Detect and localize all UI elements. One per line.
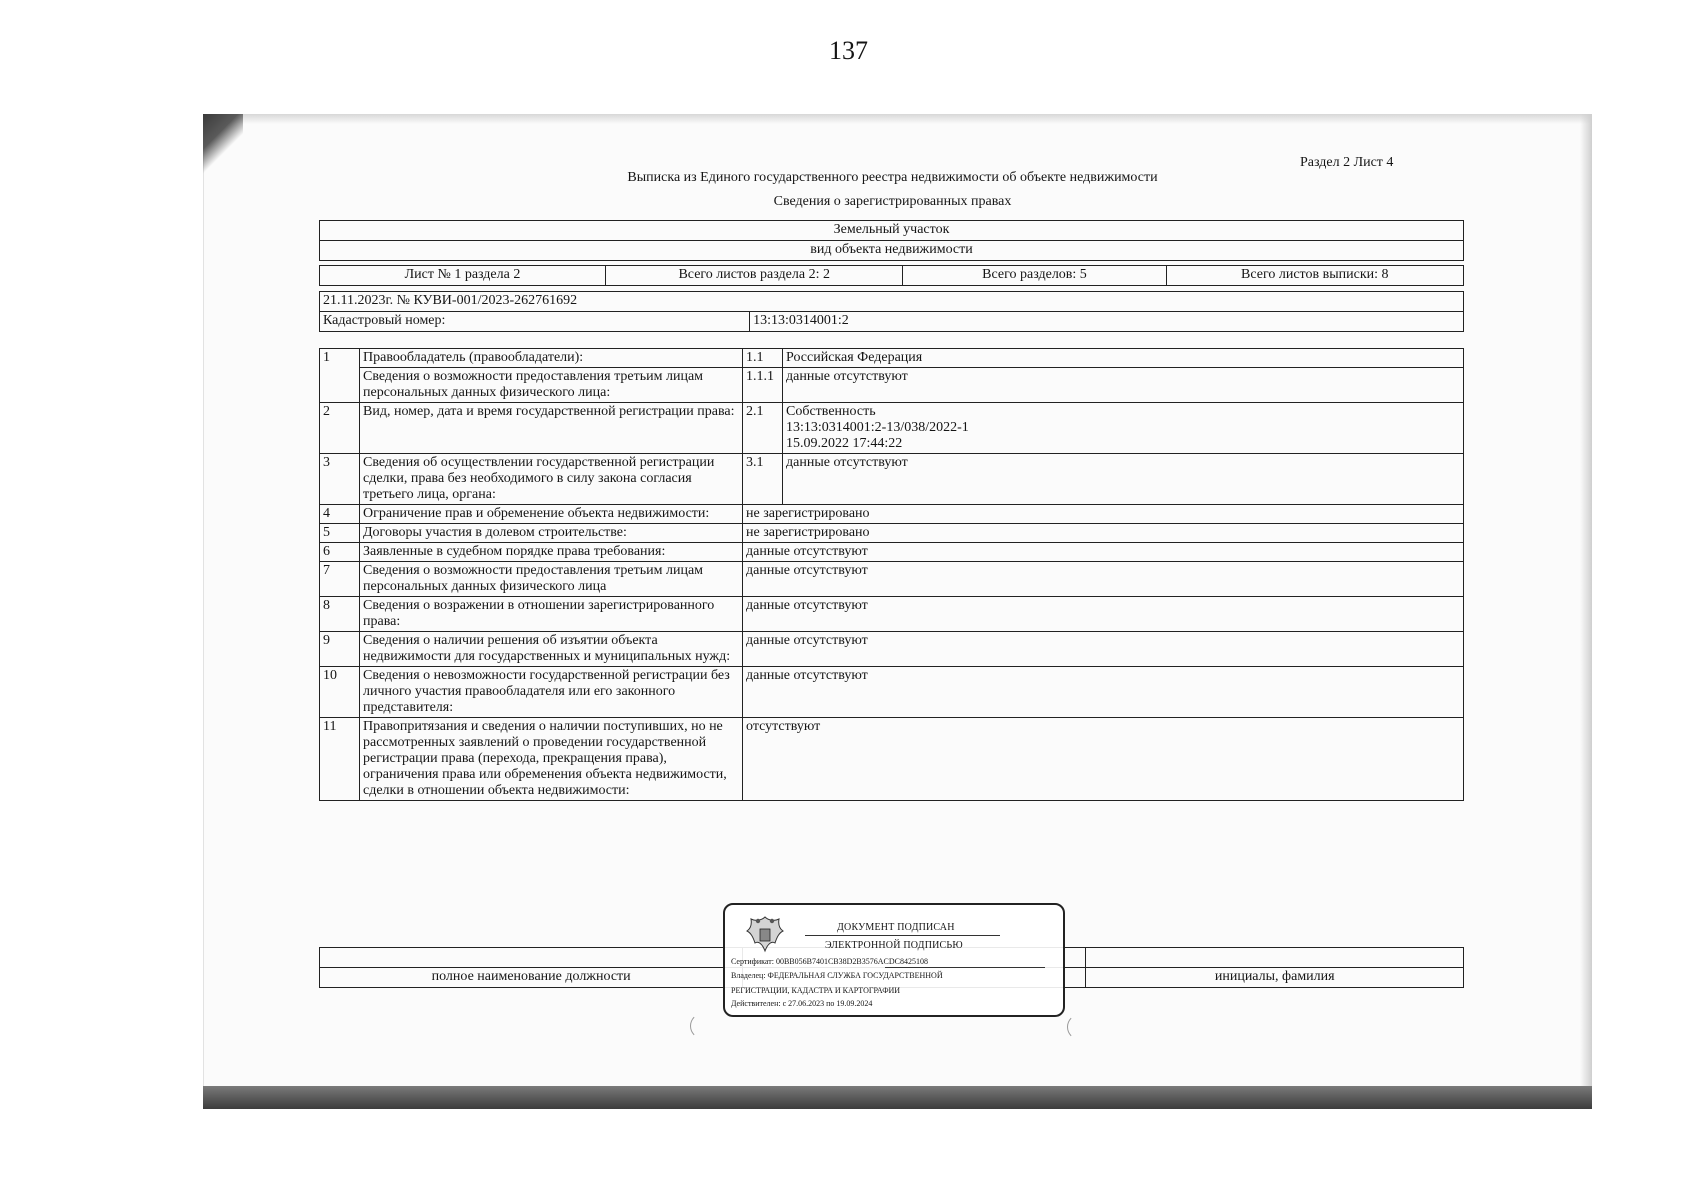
table-row (320, 368, 1464, 403)
sheets-info-table (319, 265, 1464, 286)
coat-of-arms-icon (743, 913, 787, 957)
row-value: данные отсутствуют (743, 543, 1464, 562)
row-label: Сведения об осуществлении государственной регистрации сделки, права без необходимого в силу закона согласия третьего лица, органа: (360, 454, 743, 505)
row-number: 6 (320, 543, 360, 562)
row-label: Сведения о наличии решения об изъятии объекта недвижимости для государственных и муниципальных нужд: (360, 632, 743, 667)
sheet-number: Лист № 1 раздела 2 (320, 266, 606, 286)
row-number: 1 (320, 349, 360, 403)
stamp-title-line1: ДОКУМЕНТ ПОДПИСАН (837, 922, 955, 933)
row-label: Ограничение прав и обременение объекта недвижимости: (360, 505, 743, 524)
table-row (320, 543, 1464, 562)
stamp-certificate: Сертификат: 00BB056B7401CB38D2B3576ACDC8425108 (731, 957, 928, 966)
table-row (320, 632, 1464, 667)
stamp-title-line2: ЭЛЕКТРОННОЙ ПОДПИСЬЮ (825, 940, 963, 951)
row-value: Российская Федерация (783, 349, 1464, 368)
row-label: Правопритязания и сведения о наличии поступивших, но не рассмотренных заявлений о проведении государственной регистрации права (перехода, прекращения права), ограничения права или обременения объекта недвижимости, сделки в отношении объекта недвижимости: (360, 718, 743, 801)
row-label: Вид, номер, дата и время государственной регистрации права: (360, 403, 743, 454)
row-value: данные отсутствуют (743, 632, 1464, 667)
row-label: Договоры участия в долевом строительстве: (360, 524, 743, 543)
row-subnumber: 1.1.1 (743, 368, 783, 403)
sheets-total: Всего листов выписки: 8 (1166, 266, 1463, 286)
table-row (320, 524, 1464, 543)
row-number: 4 (320, 505, 360, 524)
object-name: Земельный участок (320, 221, 1464, 241)
rights-table (319, 348, 1464, 801)
row-number: 10 (320, 667, 360, 718)
row-label: Сведения о возможности предоставления третьим лицам персональных данных физического лица: (360, 368, 743, 403)
row-number: 9 (320, 632, 360, 667)
row-value: Собственность 13:13:0314001:2-13/038/2022-1 15.09.2022 17:44:22 (783, 403, 1464, 454)
cadastral-number: 13:13:0314001:2 (750, 312, 1464, 332)
row-value: данные отсутствуют (743, 667, 1464, 718)
row-label: Сведения о возможности предоставления третьим лицам персональных данных физического лица (360, 562, 743, 597)
cadastral-label: Кадастровый номер: (320, 312, 750, 332)
row-value: отсутствуют (743, 718, 1464, 801)
document-title: Выписка из Единого государственного реестра недвижимости об объекте недвижимости (627, 170, 1158, 185)
stamp-owner-line2: РЕГИСТРАЦИИ, КАДАСТРА И КАРТОГРАФИИ (731, 986, 901, 995)
stamp-owner-line1: Владелец: ФЕДЕРАЛЬНАЯ СЛУЖБА ГОСУДАРСТВЕННОЙ (731, 971, 943, 980)
row-subnumber: 3.1 (743, 454, 783, 505)
row-number: 2 (320, 403, 360, 454)
row-number: 11 (320, 718, 360, 801)
row-subnumber: 2.1 (743, 403, 783, 454)
row-number: 7 (320, 562, 360, 597)
row-number: 5 (320, 524, 360, 543)
request-reference: 21.11.2023г. № КУВИ-001/2023-262761692 (320, 292, 1464, 312)
table-row (320, 454, 1464, 505)
table-row (320, 718, 1464, 801)
scan-shadow-bottom (203, 1086, 1592, 1109)
sheets-in-section: Всего листов раздела 2: 2 (606, 266, 903, 286)
table-row (320, 562, 1464, 597)
electronic-signature-stamp (723, 903, 1065, 1017)
paper-mark (690, 1013, 716, 1039)
registration-table (319, 291, 1464, 332)
table-row (320, 505, 1464, 524)
row-number: 3 (320, 454, 360, 505)
scan-shadow-top (203, 114, 1592, 124)
scan-shadow-right (1580, 114, 1592, 1109)
object-type-table (319, 220, 1464, 261)
row-value: данные отсутствуют (743, 562, 1464, 597)
position-caption: полное наименование должности (320, 968, 743, 988)
row-number: 8 (320, 597, 360, 632)
scan-corner-shadow (203, 114, 243, 174)
table-row (320, 597, 1464, 632)
name-field (1086, 948, 1464, 968)
row-label: Правообладатель (правообладатели): (360, 349, 743, 368)
page-number: 137 (829, 36, 868, 65)
row-subnumber: 1.1 (743, 349, 783, 368)
document-subtitle: Сведения о зарегистрированных правах (773, 194, 1012, 209)
sections-total: Всего разделов: 5 (903, 266, 1166, 286)
row-value: данные отсутствуют (783, 454, 1464, 505)
paper-mark (1067, 1014, 1093, 1040)
object-caption: вид объекта недвижимости (320, 241, 1464, 261)
row-value: данные отсутствуют (743, 597, 1464, 632)
name-caption: инициалы, фамилия (1086, 968, 1464, 988)
table-row (320, 349, 1464, 368)
stamp-validity: Действителен: с 27.06.2023 по 19.09.2024 (731, 999, 873, 1008)
row-value: данные отсутствуют (783, 368, 1464, 403)
position-field (320, 948, 743, 968)
row-value: не зарегистрировано (743, 505, 1464, 524)
stamp-rule (885, 967, 1045, 968)
row-value: не зарегистрировано (743, 524, 1464, 543)
row-label: Заявленные в судебном порядке права требования: (360, 543, 743, 562)
stamp-rule (805, 935, 1000, 936)
table-row (320, 667, 1464, 718)
row-label: Сведения о возражении в отношении зарегистрированного права: (360, 597, 743, 632)
table-row (320, 403, 1464, 454)
row-label: Сведения о невозможности государственной регистрации без личного участия правообладателя или его законного представителя: (360, 667, 743, 718)
sheet-label: Раздел 2 Лист 4 (1300, 155, 1394, 170)
